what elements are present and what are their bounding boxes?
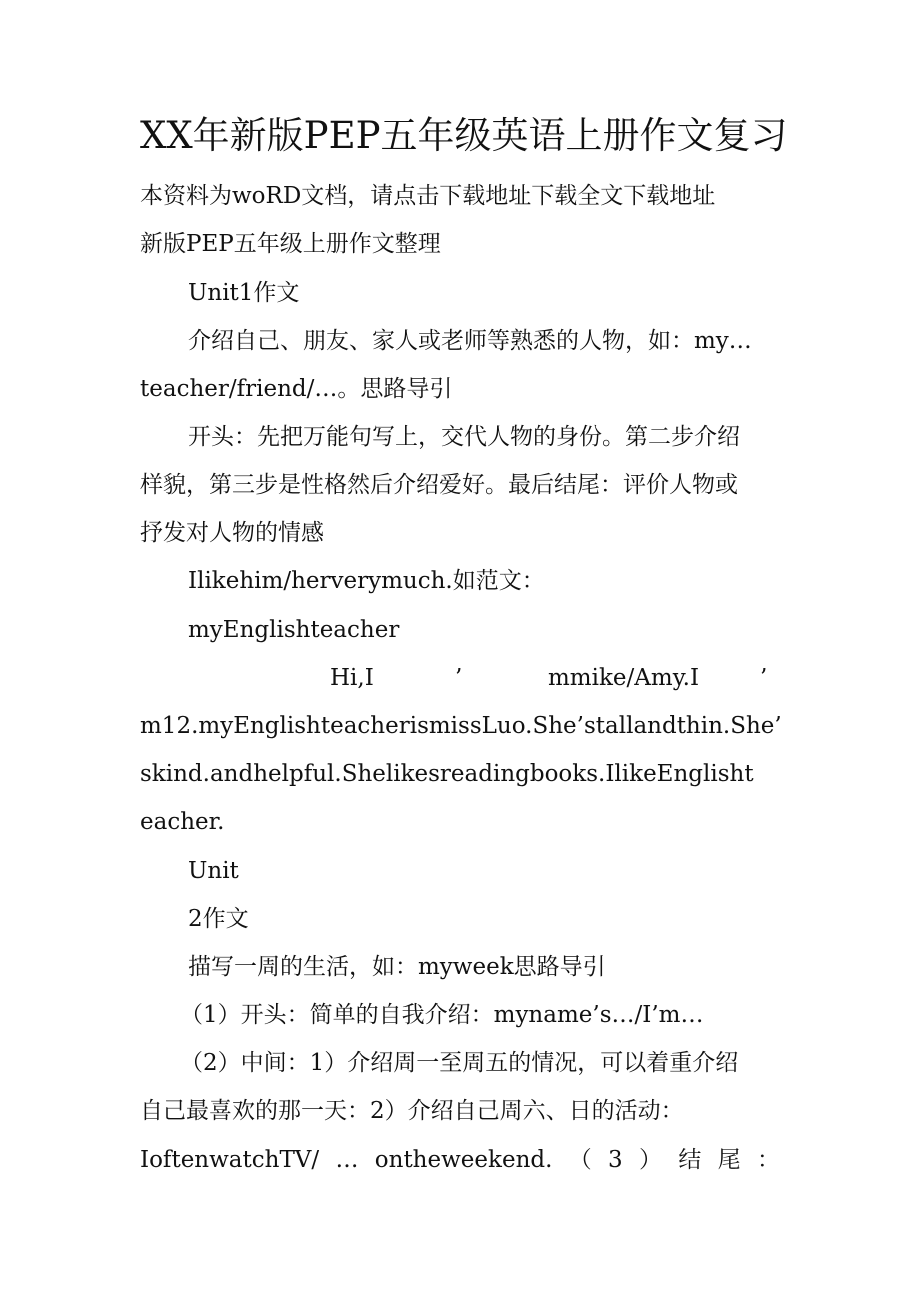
text-line-justified	[140, 1144, 780, 1176]
text-fragment: ：	[756, 1147, 780, 1173]
text-fragment: Hi,I	[330, 665, 374, 691]
text-line: 抒发对人物的情感	[140, 520, 324, 546]
text-line: m12.myEnglishteacherismissLuo.She’stallandthin.She’	[140, 713, 782, 739]
text-fragment: 尾	[717, 1147, 741, 1173]
document-title: XX年新版PEP五年级英语上册作文复习	[140, 114, 788, 157]
text-fragment: ）	[639, 1147, 662, 1173]
text-line: 自己最喜欢的那一天：2）介绍自己周六、日的活动：	[140, 1098, 684, 1124]
text-line: 本资料为woRD文档，请点击下载地址下载全文下载地址	[140, 183, 716, 209]
text-line: 2作文	[188, 906, 249, 932]
text-fragment: ’	[455, 665, 463, 691]
text-line: 新版PEP五年级上册作文整理	[140, 231, 441, 257]
text-line: 描写一周的生活，如：myweek思路导引	[188, 954, 606, 980]
text-line: 样貌，第三步是性格然后介绍爱好。最后结尾：评价人物或	[140, 472, 738, 498]
text-line: Ilikehim/herverymuch.如范文：	[188, 568, 545, 594]
text-fragment: IoftenwatchTV/	[140, 1147, 320, 1173]
text-fragment: mmike/Amy.I	[548, 665, 700, 691]
text-fragment: ontheweekend.	[374, 1147, 553, 1173]
text-line: （1）开头：简单的自我介绍：myname’s…/I’m…	[180, 1002, 704, 1028]
text-line: Unit1作文	[188, 280, 300, 306]
text-line: 开头：先把万能句写上，交代人物的身份。第二步介绍	[188, 424, 740, 450]
text-line: Unit	[188, 858, 239, 884]
text-line: eacher.	[140, 809, 225, 835]
text-fragment: （	[568, 1147, 592, 1173]
text-fragment: 结	[678, 1147, 702, 1173]
text-fragment: 3	[608, 1147, 623, 1173]
text-line: skind.andhelpful.Shelikesreadingbooks.IlikeEnglisht	[140, 761, 754, 787]
text-line: teacher/friend/…。思路导引	[140, 376, 453, 402]
text-line: （2）中间：1）介绍周一至周五的情况，可以着重介绍	[180, 1050, 739, 1076]
text-line: myEnglishteacher	[188, 617, 400, 643]
text-fragment: ’	[760, 665, 768, 691]
text-line: 介绍自己、朋友、家人或老师等熟悉的人物，如：my…	[188, 328, 752, 354]
text-fragment: …	[335, 1147, 359, 1173]
